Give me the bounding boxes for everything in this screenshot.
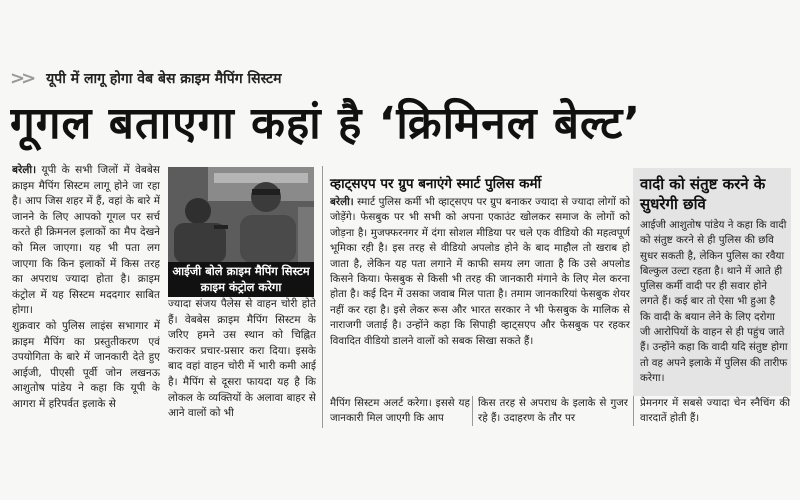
whatsapp-dateline: बरेली। — [330, 196, 354, 208]
bottom-text-2: किस तरह से अपराध के इलाके से गुजर रहे हैं। उदाहरण के तौर पर — [478, 397, 628, 425]
bottom-divider-1 — [472, 396, 473, 426]
headline: गूगल बताएगा कहां है ‘क्रिमिनल बेल्ट’ — [10, 98, 642, 149]
photo-caption: आईजी बोले क्राइम मैपिंग सिस्टम क्राइम कंट्रोल करेगा — [168, 262, 314, 297]
news-photo — [168, 167, 314, 263]
article-column-2: ज्यादा संजय पैलेस से वाहन चोरी होते हैं। वेबबेस क्राइम मैपिंग सिस्टम के जरिए हमने उस स्थान को चिह्नित कराकर प्रचार-प्रसार करा दिया। इसके बाद वहां वाहन चोरी में भारी कमी आई है। मैपिंग से दूसरा फायदा यह है कि लोकल के व्यक्तियों के अलावा बाहर से आने वालों को भी — [168, 298, 316, 420]
whatsapp-article-title: व्हाट्सएप पर ग्रुप बनाएंगे स्मार्ट पुलिस कर्मी — [330, 176, 542, 192]
kicker — [10, 68, 281, 88]
whatsapp-body-text: स्मार्ट पुलिस कर्मी भी व्हाट्सएप पर ग्रुप बनाकर ज्यादा से ज्यादा लोगों को जोड़ेंगे। फेसबुक पर भी सभी को अपना एकाउंट खोलकर समाज के लोगों को जोड़ना है। मुजफ्फरनगर में दंगा सोशल मीडिया पर चले एक वीडियो की महत्वपूर्ण भूमिका रही है। इस तरह से वीडियो अपलोड होने के बाद माहौल तो खराब हो जाता है, लेकिन यह पता लगाने में काफी समय लग जाता है कि उसे अपलोड किसने किया। फेसबुक से किसी भी तरह की जानकारी मंगाने के लिए मेल करना होता है। कई दिन में उसका जवाब मिल पाता है। तमाम जानकारियां फेसबुक शेयर नहीं कर रहा है। इसे लेकर रूस और भारत सरकार ने भी फेसबुक के मालिक से नाराजगी जताई है। उन्होंने कहा कि सिपाही व्हाट्सएप और फेसबुक पर रहकर विवादित वीडियो डालने वालों को सबक सिखा सकते हैं। — [330, 196, 630, 347]
bottom-divider-2 — [633, 396, 634, 426]
sidebar-title: वादी को संतुष्ट करने के सुधरेगी छवि — [640, 175, 766, 213]
dateline: बरेली। — [12, 164, 37, 176]
column-divider — [322, 166, 323, 428]
column1-para1: यूपी के सभी जिलों में वेबबेस क्राइम मैपिंग सिस्टम लागू होने जा रहा है। आप जिस शहर में हैं, वहां के बारे में जानने के लिए आपको गूगल पर सर्च करते ही क्रिमनल इलाकों का मैप देखने को मिल जाएगा। यह भी पता लग जाएगा कि किन इलाकों में किस तरह का अपराध ज्यादा होता है। क्राइम कंट्रोल में यह सिस्टम मददगार साबित होगा। — [12, 164, 160, 317]
kicker-text: यूपी में लागू होगा वेब बेस क्राइम मैपिंग सिस्टम — [46, 70, 282, 87]
column1-para2: शुक्रवार को पुलिस लाइंस सभागार में क्राइम मैपिंग का प्रस्तुतीकरण एवं उपयोगिता के बारे में जानकारी देते हुए आईजी, पीएसी पूर्वी जोन लखनऊ आशुतोष पांडेय ने कहा कि यूपी के आगरा में हरिपर्वत इलाके से — [12, 319, 160, 410]
sidebar-body: आईजी आशुतोष पांडेय ने कहा कि वादी को संतुष्ट करने से ही पुलिस की छवि सुधर सकती है, लेकिन पुलिस का रवैया बिल्कुल उल्टा रहता है। थाने में आते ही पुलिस कर्मी वादी पर ही सवार होने लगते हैं। कई बार तो ऐसा भी हुआ है कि वादी के बयान लेने के लिए दरोगा जी आरोपियों के वाहन से ही पहुंच जाते हैं। उन्होंने कहा कि वादी यदि संतुष्ट होगा तो वह अपने इलाके में पुलिस की तारीफ करेगा। — [640, 219, 788, 384]
bottom-text-1: मैपिंग सिस्टम अलर्ट करेगा। इससे यह जानकारी मिल जाएगी कि आप — [330, 397, 470, 425]
bottom-text-3: प्रेमनगर में सबसे ज्यादा चेन स्नैचिंग की वारदातें होती हैं। — [640, 397, 790, 425]
article-column-1 — [12, 163, 160, 425]
whatsapp-article-body — [330, 195, 630, 395]
double-chevron-icon: >> — [10, 67, 33, 89]
